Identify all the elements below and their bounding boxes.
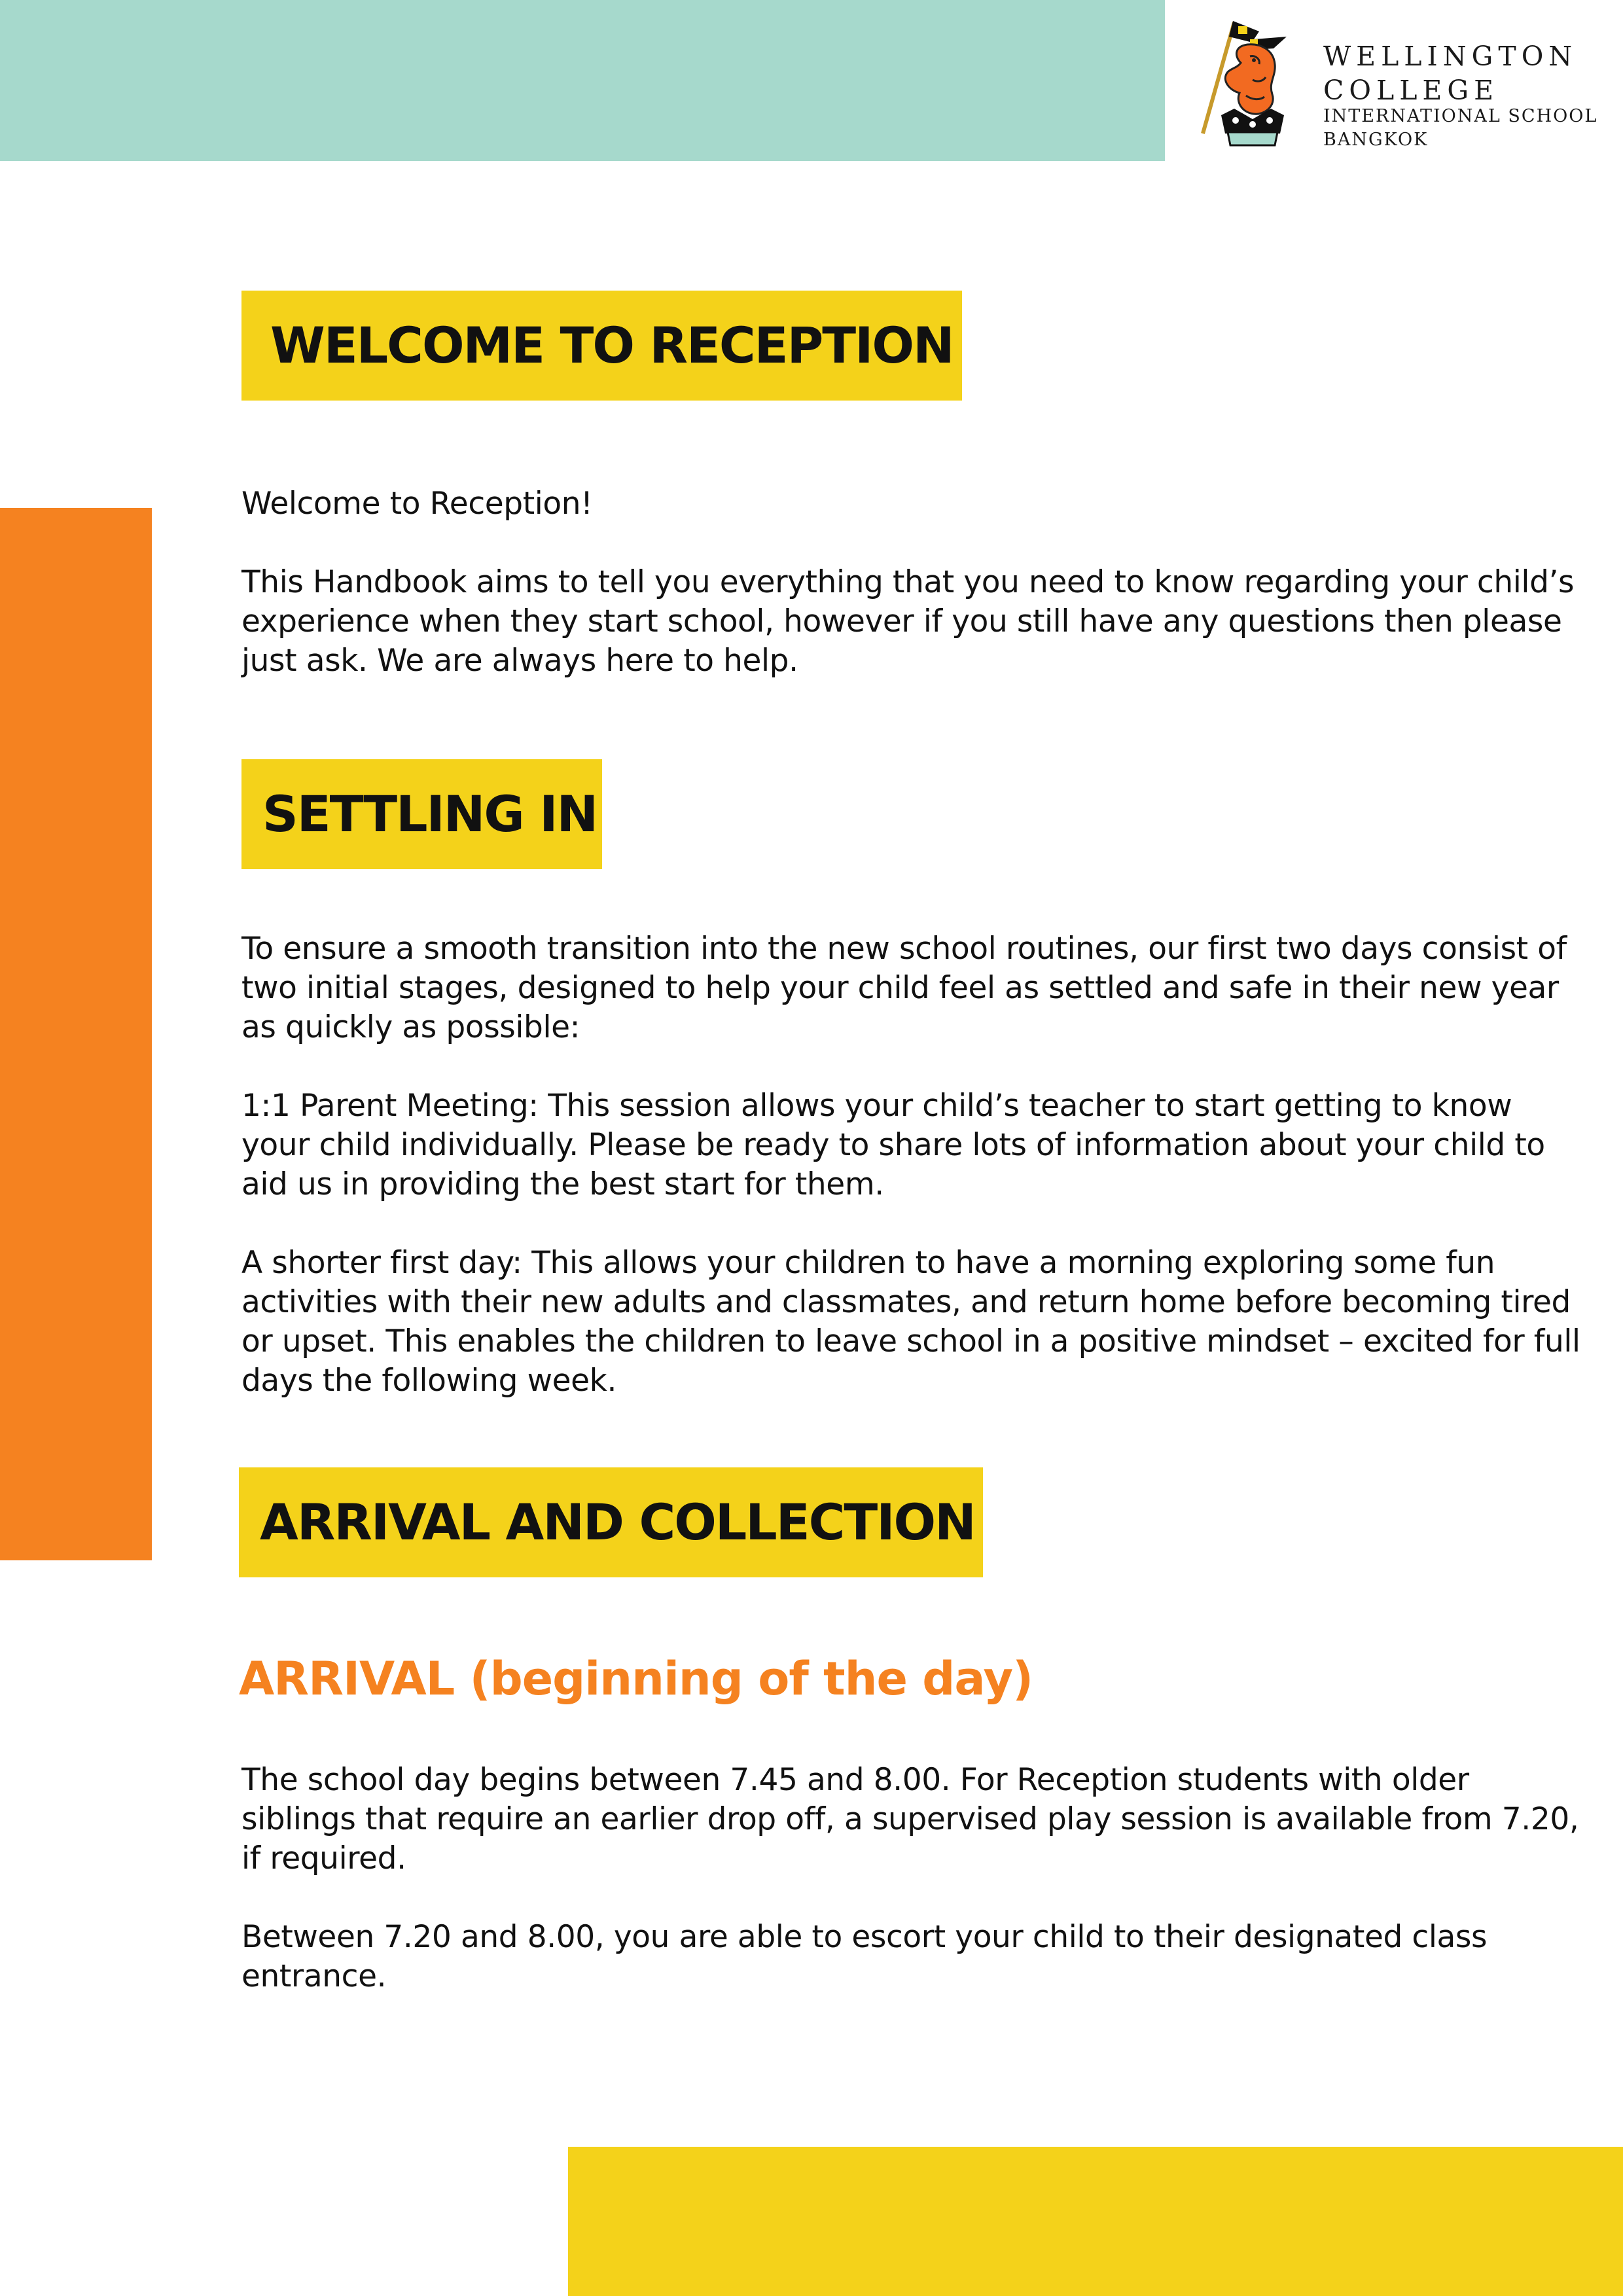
heading-settling-in: SETTLING IN <box>241 759 602 869</box>
lion-crest-icon <box>1195 17 1310 151</box>
bottom-yellow-band <box>568 2147 1623 2296</box>
settling-paragraph-2: 1:1 Parent Meeting: This session allows your child’s teacher to start getting to know your child individually. Please be ready to share lots of information about your child to aid us in providing the best start for them. <box>241 1088 1545 1202</box>
welcome-paragraph-1: Welcome to Reception! <box>241 486 593 522</box>
heading-welcome: WELCOME TO RECEPTION <box>241 291 962 401</box>
logo-school-name: WELLINGTON COLLEGE <box>1323 41 1578 106</box>
heading-arrival-collection: ARRIVAL AND COLLECTION <box>239 1467 983 1577</box>
settling-paragraph-1: To ensure a smooth transition into the new school routines, our first two days consist of two initial stages, designed to help your child feel as settled and safe in their new year as quickly as possible: <box>241 931 1567 1045</box>
subheading-arrival: ARRIVAL (beginning of the day) <box>239 1652 1033 1706</box>
arrival-paragraph-2: Between 7.20 and 8.00, you are able to escort your child to their designated class entrance. <box>241 1919 1488 1994</box>
settling-paragraph-3: A shorter first day: This allows your children to have a morning exploring some fun activities with their new adults and classmates, and return home before becoming tired or upset. This enables the children to leave school in a positive mindset – excited for full days the following week. <box>241 1245 1580 1399</box>
logo-school-subtitle: INTERNATIONAL SCHOOL BANGKOK <box>1323 106 1598 150</box>
top-teal-band <box>0 0 1165 161</box>
welcome-paragraph-2: This Handbook aims to tell you everything that you need to know regarding your child’s experience when they start school, however if you still have any questions then please just ask. We are always here to help. <box>241 564 1575 679</box>
arrival-paragraph-1: The school day begins between 7.45 and 8.00. For Reception students with older siblings that require an earlier drop off, a supervised play session is available from 7.20, if required. <box>241 1762 1579 1876</box>
left-orange-band <box>0 508 152 1560</box>
school-logo <box>1195 17 1601 154</box>
